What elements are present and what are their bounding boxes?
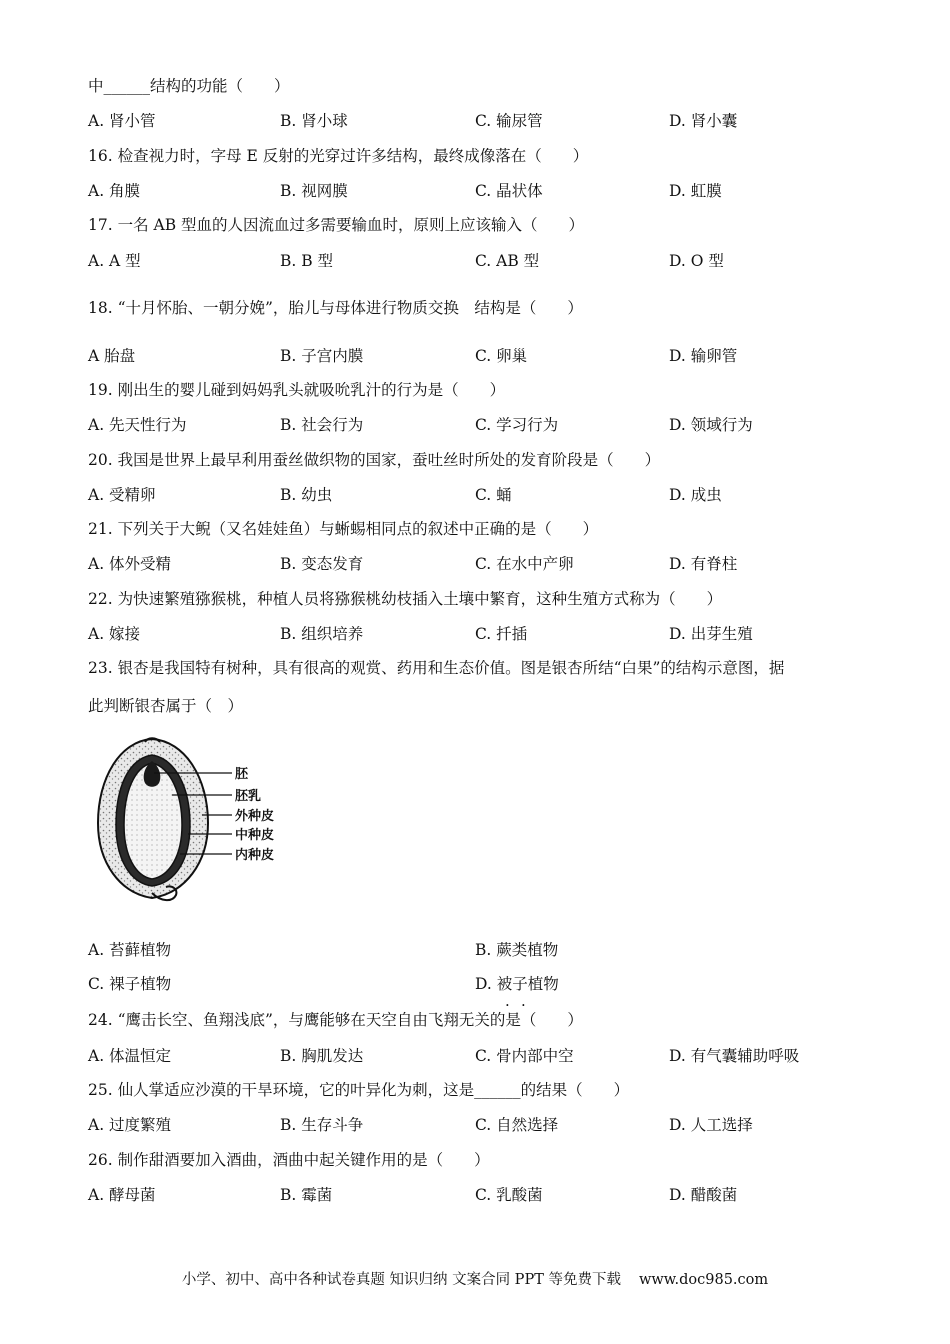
question-18-stem: 18. “十月怀胎、一朝分娩”，胎儿与母体进行物质交换 结构是（ ） — [88, 299, 583, 317]
option-a: A. 体温恒定 — [88, 1047, 172, 1065]
emphasis-dot: · — [521, 996, 526, 1014]
option-a: A. 角膜 — [88, 182, 141, 200]
option-a: A 胎盘 — [88, 347, 136, 365]
option-c: C. AB 型 — [475, 252, 540, 270]
label-endosperm: 胚乳 — [235, 789, 262, 804]
option-d: D. 虹膜 — [669, 182, 722, 200]
question-15-options — [88, 111, 888, 131]
label-middle-seed-coat: 中种皮 — [235, 828, 275, 843]
option-a: A. 肾小管 — [88, 112, 156, 130]
option-a: A. 受精卵 — [88, 486, 156, 504]
footer-text: 小学、初中、高中各种试卷真题 知识归纳 文案合同 PPT 等免费下载 — [181, 1272, 621, 1288]
label-inner-seed-coat: 内种皮 — [235, 848, 275, 863]
option-c: C. 输尿管 — [475, 112, 543, 130]
option-d: D. 成虫 — [669, 486, 722, 504]
question-18-options — [88, 346, 888, 366]
question-23-options-row1 — [88, 940, 888, 960]
question-16-stem: 16. 检查视力时，字母 E 反射的光穿过许多结构，最终成像落在（ ） — [88, 147, 589, 165]
option-c: C. 卵巢 — [475, 347, 528, 365]
option-b: B. 子宫内膜 — [280, 347, 364, 365]
question-26-options — [88, 1185, 888, 1205]
option-b: B. 蕨类植物 — [475, 941, 559, 959]
option-b: B. 组织培养 — [280, 625, 364, 643]
option-a: A. 苔藓植物 — [88, 941, 172, 959]
question-21-options — [88, 554, 888, 574]
option-c: C. 在水中产卵 — [475, 555, 574, 573]
ginkgo-seed-diagram — [90, 733, 290, 908]
footer-url[interactable]: www.doc985.com — [638, 1272, 769, 1288]
option-d: D. 人工选择 — [669, 1116, 753, 1134]
option-d: D. O 型 — [669, 252, 724, 270]
question-25-stem: 25. 仙人掌适应沙漠的干旱环境，它的叶异化为刺，这是______的结果（ ） — [88, 1081, 630, 1099]
option-d: D. 肾小囊 — [669, 112, 738, 130]
option-b: B. B 型 — [280, 252, 334, 270]
label-embryo: 胚 — [235, 767, 249, 782]
option-a: A. A 型 — [88, 252, 141, 270]
option-b: B. 生存斗争 — [280, 1116, 364, 1134]
option-d: D. 有气囊辅助呼吸 — [669, 1047, 800, 1065]
option-c: C. 骨内部中空 — [475, 1047, 574, 1065]
option-c: C. 学习行为 — [475, 416, 559, 434]
option-a: A. 酵母菌 — [88, 1186, 156, 1204]
option-d: D. 醋酸菌 — [669, 1186, 738, 1204]
question-17-options — [88, 251, 888, 271]
question-24-options — [88, 1046, 888, 1066]
option-b: B. 胸肌发达 — [280, 1047, 364, 1065]
question-16-options — [88, 181, 888, 201]
question-15-stem: 中______结构的功能（ ） — [88, 77, 290, 95]
option-b: B. 幼虫 — [280, 486, 333, 504]
question-20-stem: 20. 我国是世界上最早利用蚕丝做织物的国家，蚕吐丝时所处的发育阶段是（ ） — [88, 451, 661, 469]
question-19-stem: 19. 刚出生的婴儿碰到妈妈乳头就吸吮乳汁的行为是（ ） — [88, 381, 506, 399]
option-b: B. 视网膜 — [280, 182, 348, 200]
question-22-options — [88, 624, 888, 644]
option-b: B. 肾小球 — [280, 112, 348, 130]
option-a: A. 体外受精 — [88, 555, 172, 573]
option-d: D. 出芽生殖 — [669, 625, 753, 643]
page-footer — [0, 1271, 950, 1289]
question-21-stem: 21. 下列关于大鲵（又名娃娃鱼）与蜥蜴相同点的叙述中正确的是（ ） — [88, 520, 599, 538]
question-23-stem-line2: 此判断银杏属于（ ） — [88, 697, 244, 715]
option-c: C. 晶状体 — [475, 182, 543, 200]
option-d: D. 被子植物 — [475, 975, 559, 993]
question-26-stem: 26. 制作甜酒要加入酒曲，酒曲中起关键作用的是（ ） — [88, 1151, 490, 1169]
option-b: B. 变态发育 — [280, 555, 364, 573]
option-c: C. 自然选择 — [475, 1116, 559, 1134]
emphasis-dot: · — [505, 996, 510, 1014]
question-24-stem: 24. “鹰击长空、鱼翔浅底”，与鹰能够在天空自由飞翔无关的是（ ） — [88, 1011, 583, 1029]
question-25-options — [88, 1115, 888, 1135]
option-a: A. 嫁接 — [88, 625, 141, 643]
question-20-options — [88, 485, 888, 505]
option-c: C. 裸子植物 — [88, 975, 172, 993]
option-d: D. 有脊柱 — [669, 555, 738, 573]
question-23-options-row2 — [88, 974, 888, 994]
option-a: A. 先天性行为 — [88, 416, 187, 434]
question-17-stem: 17. 一名 AB 型血的人因流血过多需要输血时，原则上应该输入（ ） — [88, 216, 585, 234]
option-c: C. 扦插 — [475, 625, 528, 643]
option-d: D. 领域行为 — [669, 416, 753, 434]
option-c: C. 蛹 — [475, 486, 512, 504]
question-19-options — [88, 415, 888, 435]
question-22-stem: 22. 为快速繁殖猕猴桃，种植人员将猕猴桃幼枝插入土壤中繁育，这种生殖方式称为（ ） — [88, 590, 723, 608]
option-a: A. 过度繁殖 — [88, 1116, 172, 1134]
option-b: B. 霉菌 — [280, 1186, 333, 1204]
question-23-stem-line1: 23. 银杏是我国特有树种，具有很高的观赏、药用和生态价值。图是银杏所结“白果”的结构示意图，据 — [88, 659, 785, 677]
option-c: C. 乳酸菌 — [475, 1186, 543, 1204]
label-outer-seed-coat: 外种皮 — [235, 809, 275, 824]
option-d: D. 输卵管 — [669, 347, 738, 365]
option-b: B. 社会行为 — [280, 416, 364, 434]
